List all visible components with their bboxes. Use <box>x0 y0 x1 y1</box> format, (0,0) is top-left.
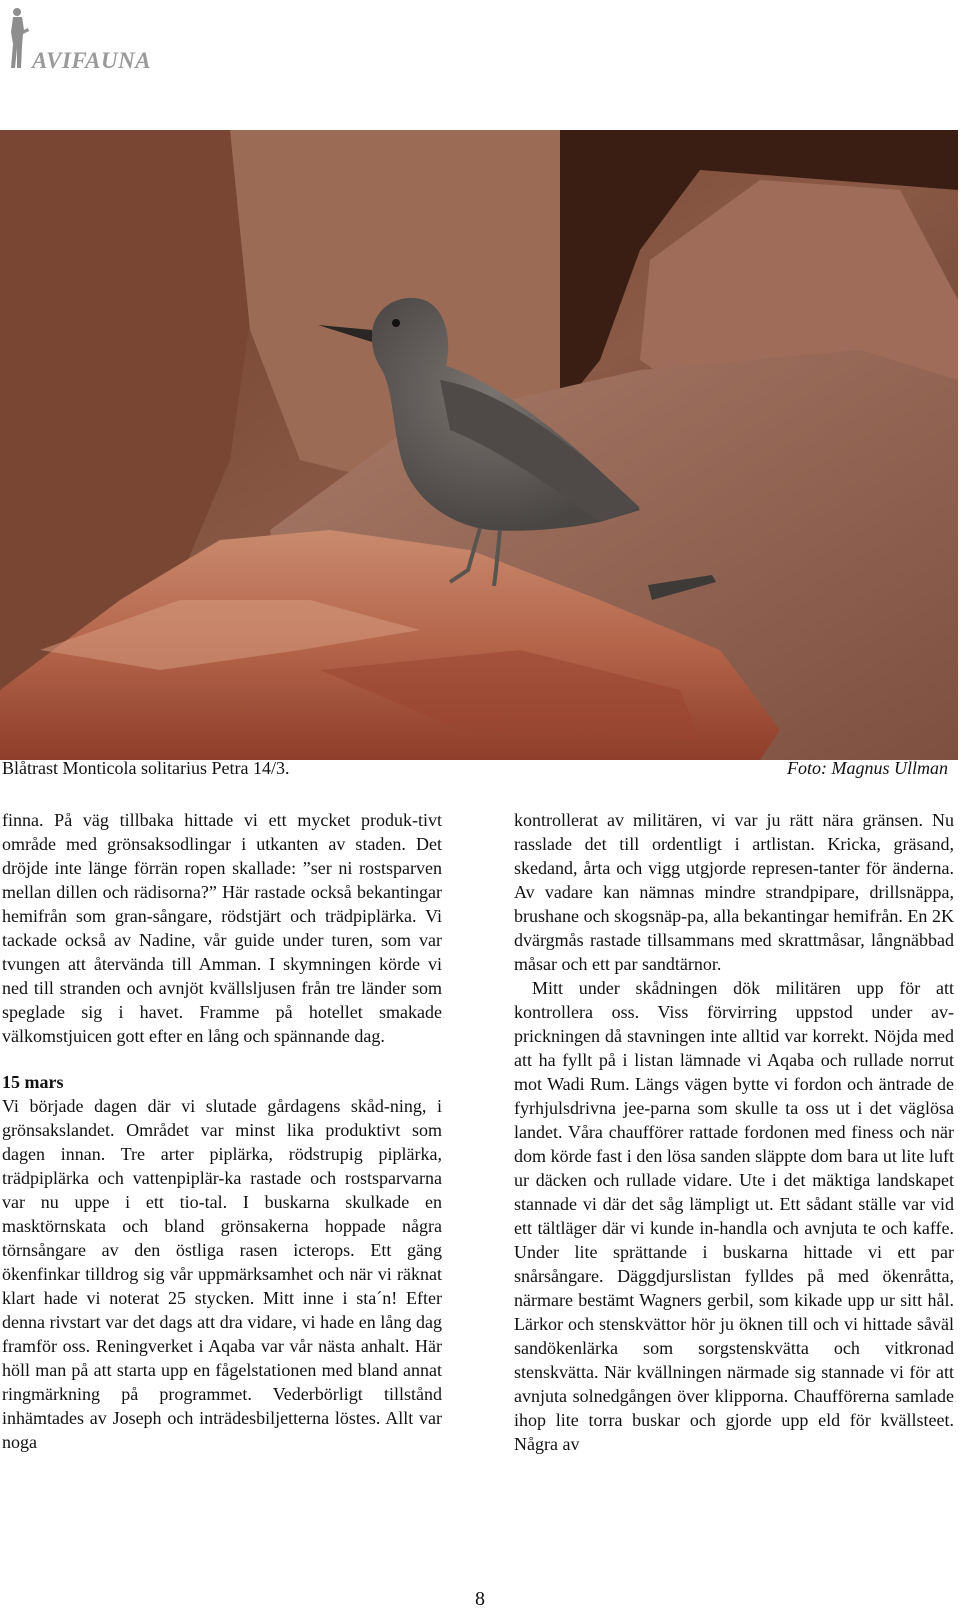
right-column <box>514 808 954 1456</box>
photo-caption <box>2 758 289 779</box>
avifauna-logo <box>4 6 204 73</box>
section-heading: 15 mars <box>2 1072 64 1092</box>
page-number: 8 <box>475 1588 485 1610</box>
paragraph: kontrollerat av militären, vi var ju rätt nära gränsen. Nu rasslade det till ordentligt i artlistan. Kricka, gräsand, skedand, årta och vigg utgjorde represen-tanter för änderna. Av vadare kan nämnas mindre strandpipare, drillsnäppa, brushane och skogsnäp-pa, alla bekantingar hemifrån. En 2K dvärgmås rastade tillsammans med skrattmåsar, långnäbbad måsar och ett par sandtärnor. <box>514 810 954 974</box>
photo-blue-rock-thrush <box>0 130 958 760</box>
caption-text: Blåtrast Monticola solitarius Petra 14/3. <box>2 758 290 778</box>
logo-text: AVIFAUNA <box>32 48 152 73</box>
birdwatcher-silhouette-icon <box>4 6 34 70</box>
paragraph: Mitt under skådningen dök militären upp för att kontrollera oss. Viss förvirring uppstod under av-prickningen då stavningen inte alltid var korrekt. Nöjda med att ha fyllt på i listan lämnade vi Aqaba och rullade norrut mot Wadi Rum. Längs vägen bytte vi fordon och äntrade de fyrhjulsdrivna jee-parna som skulle ta oss ut i det väglösa landet. Våra chaufförer rattade fordonen med finess och när dom körde fast i den lösa sanden släppte dom bara ut lite luft ur däcken och rullade vidare. Ute i det mäktiga landskapet stannade vi där det såg lämpligt ut. Ett sådant ställe var vid ett tältläger där vi kunde in-handla och avnjuta te och kaffe. Under lite sprättande i buskarna hittade vi ett par snårsångare. Däggdjurslistan fylldes på med ökenråtta, närmare bestämt Wagners gerbil, som kikade upp ur sitt hål. Lärkor och stenskvättor hör ju öknen till och vi hittade såväl sandökenlärka som sorgstenskvätta och vitkronad stenskvätta. När kvällningen närmade sig stannade vi för att avnjuta solnedgången över klipporna. Chaufförerna samlade ihop lite torra buskar och gjorde upp eld för kvällsteet. Några av <box>514 978 954 1454</box>
left-column <box>2 808 442 1454</box>
paragraph: finna. På väg tillbaka hittade vi ett mycket produk-tivt område med grönsaksodlingar i utkanten av staden. Det dröjde inte länge förrän ropen skallade: ”ser ni rostsparven mellan dillen och rädisorna?” Här rastade också bekantingar hemifrån som gran-sångare, rödstjärt och trädpiplärka. Vi tackade också av Nadine, vår guide under turen, som var tvungen att återvända till Amman. I skymningen körde vi ned till stranden och avnjöt kvällsljusen från tre länder som speglade sig i havet. Framme på hotellet smakade välkomstjuicen gott efter en lång och spännande dag. <box>2 810 442 1046</box>
paragraph: Vi började dagen där vi slutade gårdagens skåd-ning, i grönsakslandet. Området var minst lika produktivt som dagen innan. Tre arter piplärka, rödstrupig piplärka, trädpiplärka och vattenpiplär-ka rastade och rostsparvarna var nu uppe i ett tio-tal. I buskarna skulkade en masktörnskata och bland grönsakerna hoppade några törnsångare av den östliga rasen icterops. Ett gäng ökenfinkar tilldrog sig vår uppmärksamhet och när vi räknat klart hade vi noterat 25 stycken. Mitt inne i sta´n! Efter denna rivstart var det dags att dra vidare, vi hade en lång dag framför oss. Reningverket i Aqaba var vår nästa anhalt. Här höll man på att starta upp en fågelstationen med bland annat ringmärkning på programmet. Vederbörligt tillstånd inhämtades av Joseph och inträdesbiljetterna löstes. Allt var noga <box>2 1096 442 1452</box>
photo-credit: Foto: Magnus Ullman <box>787 758 948 778</box>
